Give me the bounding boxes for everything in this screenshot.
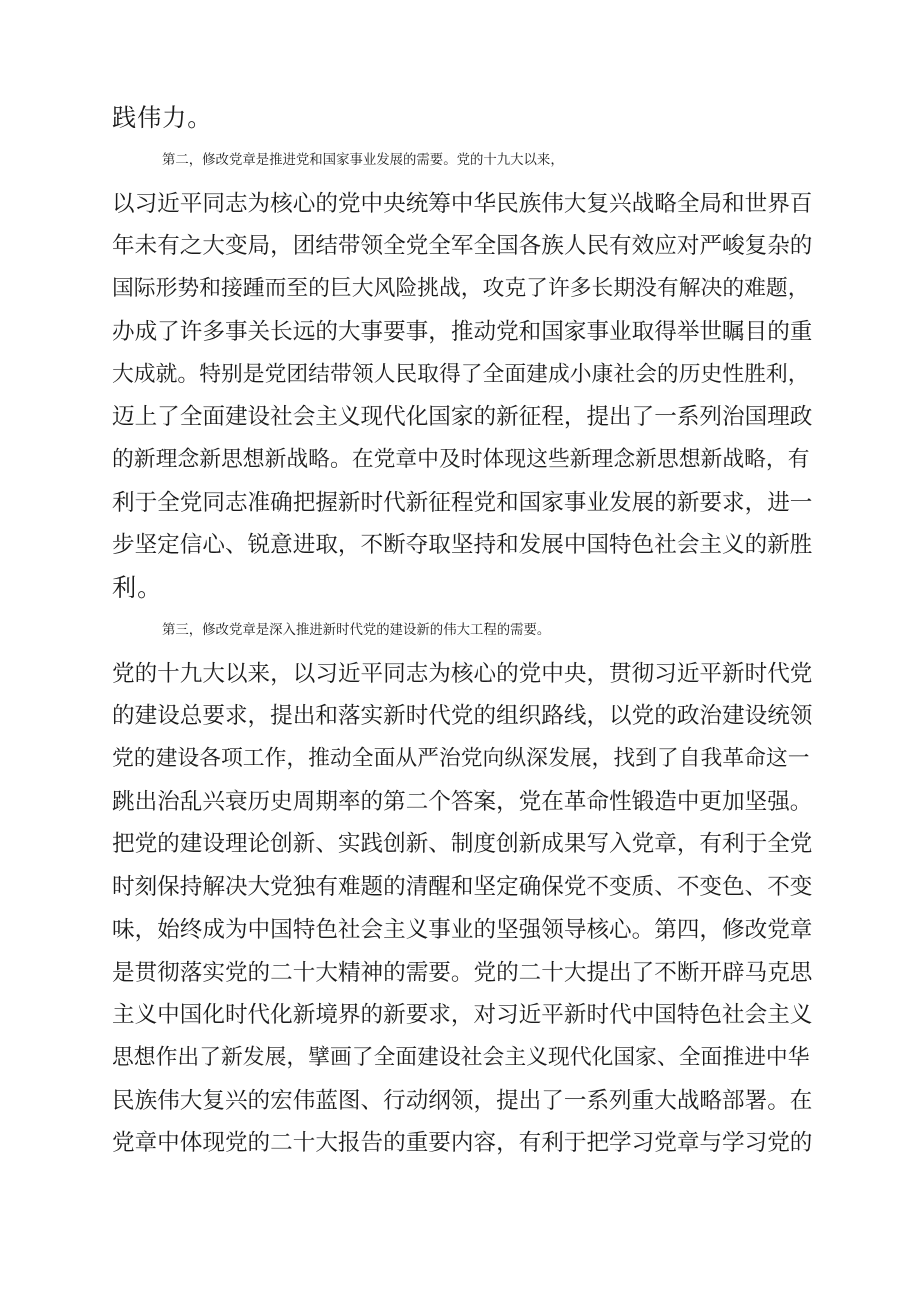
text-line: 味，始终成为中国特色社会主义事业的坚强领导核心。第四，修改党章 [112, 917, 813, 943]
text-line: 的新理念新思想新战略。在党章中及时体现这些新理念新思想新战略，有 [112, 447, 810, 472]
text-line: 大成就。特别是党团结带领人民取得了全面建成小康社会的历史性胜利， [112, 362, 810, 387]
text-line: 的建设总要求，提出和落实新时代党的组织路线，以党的政治建设统领 [112, 703, 813, 729]
text-line: 以习近平同志为核心的党中央统筹中华民族伟大复兴战略全局和世界百 [112, 191, 813, 217]
text-line: 迈上了全面建设社会主义现代化国家的新征程，提出了一系列治国理政 [112, 404, 813, 430]
paragraph-start-line: 第三，修改党章是深入推进新时代党的建设新的伟大工程的需要。 [162, 623, 551, 638]
text-line: 党的建设各项工作，推动全面从严治党向纵深发展，找到了自我革命这一 [112, 746, 810, 771]
text-line: 国际形势和接踵而至的巨大风险挑战，攻克了许多长期没有解决的难题， [112, 276, 810, 301]
paragraph-start-line: 第二，修改党章是推进党和国家事业发展的需要。党的十九大以来， [162, 153, 564, 168]
text-line: 跳出治乱兴衰历史周期率的第二个答案，党在革命性锻造中更加坚强。 [112, 789, 813, 815]
text-line: 党的十九大以来，以习近平同志为核心的党中央，贯彻习近平新时代党 [112, 661, 813, 687]
text-line: 步坚定信心、锐意进取，不断夺取坚持和发展中国特色社会主义的新胜 [112, 532, 813, 558]
text-line: 主义中国化时代化新境界的新要求，对习近平新时代中国特色社会主义 [112, 1002, 813, 1028]
text-line: 是贯彻落实党的二十大精神的需要。党的二十大提出了不断开辟马克思 [112, 960, 813, 986]
text-line: 民族伟大复兴的宏伟蓝图、行动纲领，提出了一系列重大战略部署。在 [112, 1088, 813, 1114]
text-line: 党章中体现党的二十大报告的重要内容，有利于把学习党章与学习党的 [112, 1130, 813, 1156]
text-line: 利。 [112, 574, 163, 602]
text-line: 把党的建设理论创新、实践创新、制度创新成果写入党章，有利于全党 [112, 831, 813, 857]
text-line: 时刻保持解决大党独有难题的清醒和坚定确保党不变质、不变色、不变 [112, 874, 813, 900]
text-line: 利于全党同志准确把握新时代新征程党和国家事业发展的新要求，进一 [112, 490, 813, 516]
text-line: 思想作出了新发展，擘画了全面建设社会主义现代化国家、全面推进中华 [112, 1045, 810, 1070]
text-line: 践伟力。 [112, 104, 213, 132]
text-line: 年未有之大变局，团结带领全党全军全国各族人民有效应对严峻复杂的 [112, 233, 813, 259]
text-line: 办成了许多事关长远的大事要事，推动党和国家事业取得举世瞩目的重 [112, 319, 813, 345]
